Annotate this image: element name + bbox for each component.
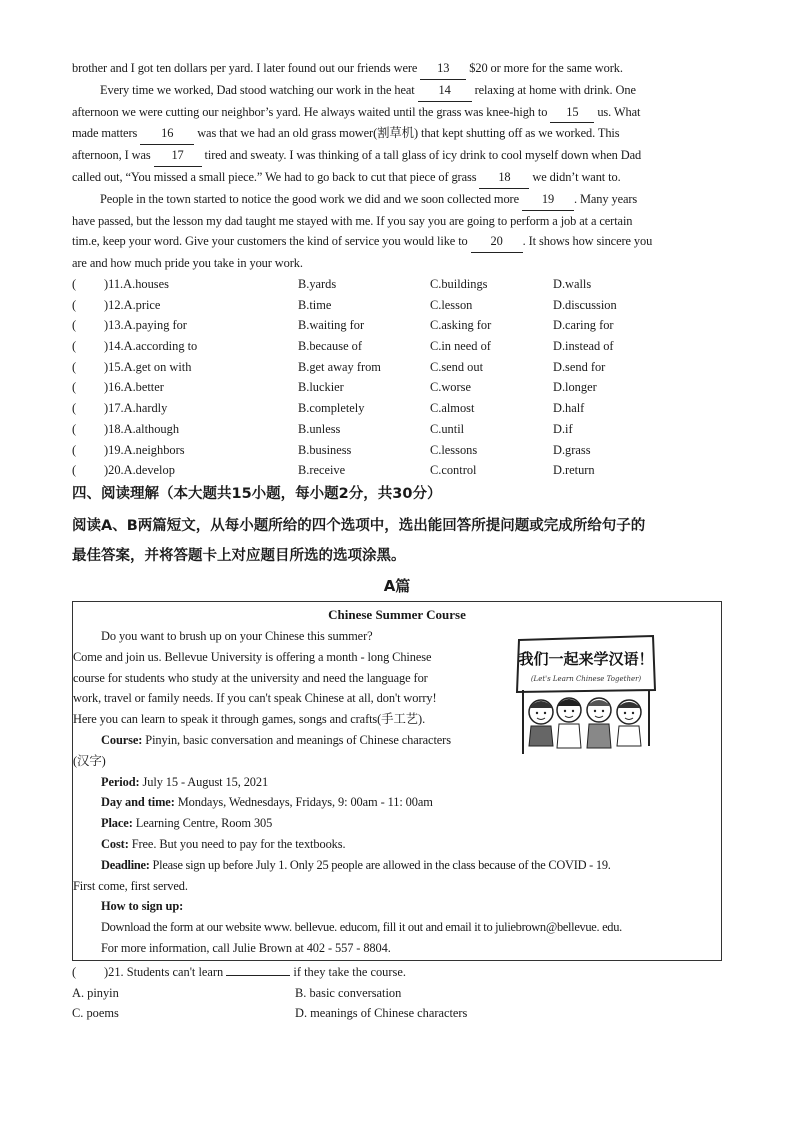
text-run: tired and sweaty. I was thinking of a tall glass of icy drink to cool myself down when Dad: [201, 148, 642, 163]
answer-paren[interactable]: (: [72, 964, 77, 979]
question-stem-end: if they take the course.: [290, 964, 406, 979]
answer-paren[interactable]: (: [72, 401, 77, 416]
cloze-line: [72, 167, 722, 189]
day-text: Mondays, Wednesdays, Fridays, 9: 00am - 11: 00am: [174, 795, 433, 810]
option-c: C.worse: [430, 380, 471, 395]
option-row: [72, 295, 722, 316]
ad-course-cont: (汉字): [73, 753, 106, 768]
answer-b: B. basic conversation: [295, 985, 402, 1000]
option-b: B.time: [298, 297, 332, 312]
blank-13: 13: [420, 58, 466, 80]
option-c: C.until: [430, 421, 465, 436]
answer-paren[interactable]: (: [72, 318, 77, 333]
section-instruction: 最佳答案，并将答题卡上对应题目所选的选项涂黑。: [72, 548, 406, 564]
answer-paren[interactable]: (: [72, 442, 77, 457]
kid-4: [617, 700, 641, 746]
course-text: Pinyin, basic conversation and meanings of Chinese characters: [142, 732, 451, 747]
ad-place: [73, 813, 721, 834]
answer-row: [72, 983, 722, 1004]
option-a: )11.A.houses: [104, 276, 169, 291]
text-run: us. What: [594, 104, 641, 119]
text-run: made matters: [72, 126, 141, 141]
option-row: [72, 274, 722, 295]
text-run: called out, “You missed a small piece.” We had to go back to cut that piece of grass: [72, 169, 480, 184]
ad-title: Chinese Summer Course: [328, 607, 466, 622]
option-c: C.buildings: [430, 276, 488, 291]
text-run: . Many years: [573, 191, 638, 206]
answer-paren[interactable]: (: [72, 276, 77, 291]
option-a: )19.A.neighbors: [104, 442, 185, 457]
option-c: C.control: [430, 463, 477, 478]
answer-paren[interactable]: (: [72, 297, 77, 312]
cloze-line: [72, 58, 722, 80]
text-run: we didn’t want to.: [529, 169, 621, 184]
answer-c: C. poems: [72, 1006, 119, 1021]
option-a: )13.A.paying for: [104, 318, 187, 333]
period-text: July 15 - August 15, 2021: [139, 774, 269, 789]
option-d: D.send for: [553, 359, 606, 374]
deadline-label: Deadline:: [101, 857, 150, 872]
option-b: B.luckier: [298, 380, 344, 395]
text-run: was that we had an old grass mower(割草机) that kept shutting off as we worked. This: [194, 126, 620, 141]
text-run: Every time we worked, Dad stood watching our work in the heat: [100, 82, 418, 97]
option-b: B.unless: [298, 421, 341, 436]
cloze-line: have passed, but the lesson my dad taught me stayed with me. If you say you are going to perform a job at a certain: [72, 213, 633, 228]
ad-period: [73, 772, 721, 793]
cost-text: Free. But you need to pay for the textbooks.: [128, 836, 346, 851]
ad-deadline: [73, 855, 721, 876]
kid-1: [529, 700, 553, 746]
text-run: People in the town started to notice the good work we did and we soon collected more: [100, 191, 522, 206]
option-a: )17.A.hardly: [104, 401, 168, 416]
blank-14: 14: [418, 80, 472, 102]
poster-text: 我们一起来学汉语！: [518, 650, 654, 668]
kid-3: [587, 698, 611, 748]
text-run: afternoon, I was: [72, 148, 154, 163]
option-d: D.discussion: [553, 297, 617, 312]
option-b: B.business: [298, 442, 352, 457]
option-d: D.half: [553, 401, 585, 416]
blank-19: 19: [522, 189, 574, 211]
answer-paren[interactable]: (: [72, 421, 77, 436]
place-label: Place:: [101, 816, 133, 831]
text-run: tim.e, keep your word. Give your customers the kind of service you would like to: [72, 234, 471, 249]
option-b: B.because of: [298, 339, 362, 354]
cloze-line: [72, 231, 722, 253]
text-run: brother and I got ten dollars per yard. I later found out our friends were: [72, 61, 421, 75]
blank-17: 17: [154, 145, 202, 167]
answer-paren[interactable]: (: [72, 463, 77, 478]
option-row: [72, 398, 722, 419]
cloze-line: [72, 145, 722, 167]
cloze-line: [72, 123, 722, 145]
kid-2: [557, 698, 581, 748]
option-c: C.send out: [430, 359, 484, 374]
text-run: afternoon we were cutting our neighbor’s yard. He always waited until the grass was knee-high to: [72, 104, 551, 119]
blank-16: 16: [140, 123, 194, 145]
option-b: B.waiting for: [298, 318, 365, 333]
answer-paren[interactable]: (: [72, 380, 77, 395]
cloze-line: [72, 189, 722, 211]
option-row: [72, 419, 722, 440]
option-a: )14.A.according to: [104, 339, 198, 354]
ad-day: [73, 792, 721, 813]
blank-15: 15: [550, 102, 594, 124]
blank-20: 20: [471, 231, 523, 253]
cloze-options: [72, 274, 722, 481]
text-run: $20 or more for the same work.: [466, 61, 623, 75]
ad-intro: Here you can learn to speak it through games, songs and crafts(手工艺).: [73, 712, 426, 727]
option-row: [72, 315, 722, 336]
option-a: )20.A.develop: [104, 463, 175, 478]
option-b: B.completely: [298, 401, 365, 416]
text-run: . It shows how sincere you: [522, 234, 653, 249]
answer-paren[interactable]: (: [72, 359, 77, 374]
howto-label: How to sign up:: [101, 899, 184, 914]
ad-intro: Come and join us. Bellevue University is offering a month - long Chinese: [73, 649, 432, 664]
section-instruction: 阅读A、B两篇短文，从每小题所给的四个选项中，选出能回答所提问题或完成所给句子的: [72, 518, 646, 534]
option-a: )18.A.although: [104, 421, 180, 436]
option-b: B.get away from: [298, 359, 381, 374]
option-d: D.walls: [553, 276, 592, 291]
option-b: B.receive: [298, 463, 346, 478]
blank-18: 18: [479, 167, 529, 189]
poster-sub: (Let's Learn Chinese Together): [530, 675, 642, 683]
text-run: relaxing at home with drink. One: [471, 82, 636, 97]
ad-box: [72, 601, 722, 961]
day-label: Day and time:: [101, 795, 175, 810]
option-d: D.longer: [553, 380, 597, 395]
ad-howto-text: For more information, call Julie Brown at 402 - 557 - 8804.: [101, 940, 391, 955]
option-row: [72, 357, 722, 378]
option-d: D.instead of: [553, 339, 614, 354]
cloze-passage: [72, 58, 722, 274]
option-row: [72, 377, 722, 398]
option-row: [72, 336, 722, 357]
option-d: D.if: [553, 421, 573, 436]
place-text: Learning Centre, Room 305: [132, 816, 273, 831]
exam-page: [72, 58, 722, 1024]
option-d: D.return: [553, 463, 595, 478]
answer-paren[interactable]: (: [72, 339, 77, 354]
course-label: Course:: [101, 732, 143, 747]
passage-label: A篇: [383, 577, 411, 595]
ad-howto: [73, 896, 721, 917]
option-c: C.almost: [430, 401, 475, 416]
answer-a: A. pinyin: [72, 985, 119, 1000]
deadline-text: Please sign up before July 1. Only 25 people are allowed in the class because of the COVID - 19.: [149, 857, 611, 872]
option-c: C.lesson: [430, 297, 473, 312]
option-c: C.in need of: [430, 339, 491, 354]
period-label: Period:: [101, 774, 140, 789]
cloze-line: [72, 80, 722, 102]
ad-howto-text: Download the form at our website www. bellevue. educom, fill it out and email it to juliebrown@bellevue. edu.: [101, 920, 622, 935]
option-a: )15.A.get on with: [104, 359, 192, 374]
cloze-line: [72, 102, 722, 124]
poster-svg: [511, 634, 659, 758]
ad-intro: Do you want to brush up on your Chinese this summer?: [101, 629, 373, 643]
section-title: 四、阅读理解（本大题共15小题，每小题2分，共30分）: [72, 486, 442, 502]
option-row: [72, 440, 722, 461]
cloze-line: are and how much pride you take in your work.: [72, 256, 303, 271]
answer-d: D. meanings of Chinese characters: [295, 1006, 468, 1021]
cost-label: Cost:: [101, 836, 129, 851]
ad-intro: work, travel or family needs. If you can't speak Chinese at all, don't worry!: [73, 691, 437, 706]
option-b: B.yards: [298, 276, 337, 291]
question-21: [72, 962, 722, 983]
option-c: C.lessons: [430, 442, 478, 457]
ad-cost: [73, 834, 721, 855]
ad-intro: course for students who study at the university and need the language for: [73, 670, 428, 685]
question-stem: )21. Students can't learn: [104, 964, 227, 979]
poster-illustration: [511, 634, 659, 758]
option-d: D.caring for: [553, 318, 614, 333]
option-c: C.asking for: [430, 318, 492, 333]
question-blank: [226, 975, 290, 976]
option-row: [72, 460, 722, 481]
option-a: )16.A.better: [104, 380, 164, 395]
option-a: )12.A.price: [104, 297, 161, 312]
option-d: D.grass: [553, 442, 591, 457]
ad-deadline-cont: First come, first served.: [73, 878, 188, 893]
answer-row: [72, 1003, 722, 1024]
